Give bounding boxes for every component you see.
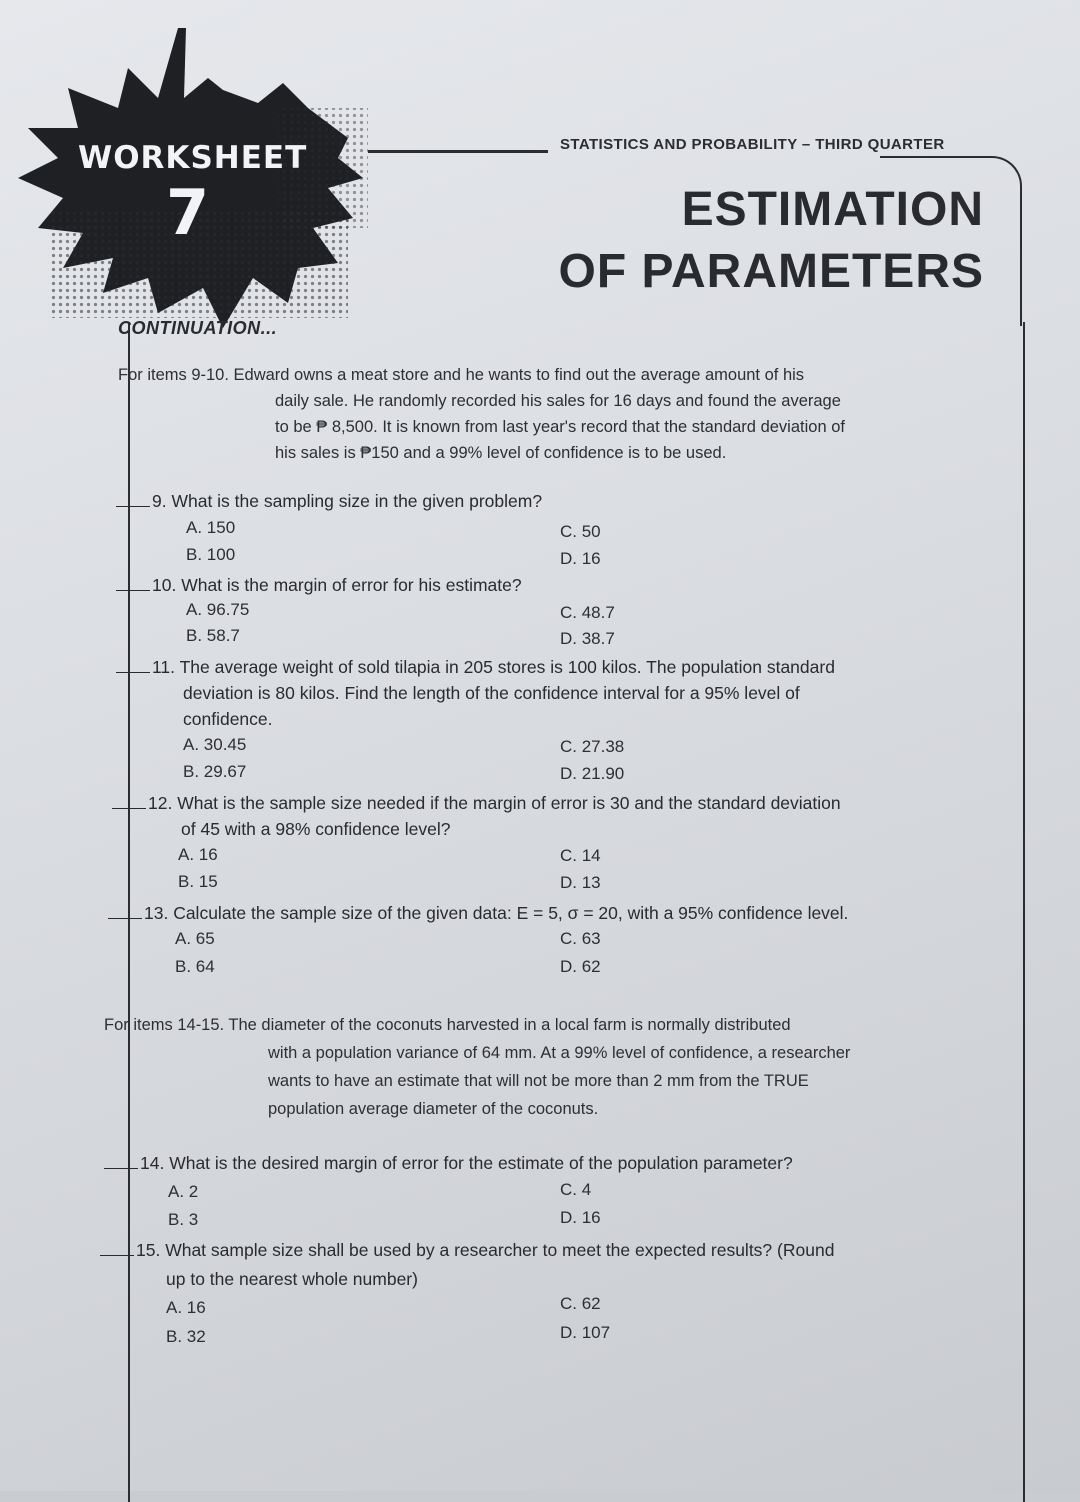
intro-items-14-15	[104, 1012, 791, 1038]
option-a: A. 16	[178, 845, 218, 864]
option-b: B. 64	[175, 957, 215, 976]
option-b: B. 58.7	[186, 626, 240, 645]
option-c: C. 27.38	[560, 737, 625, 756]
option-d: D. 107	[560, 1323, 611, 1342]
question-14: 14. What is the desired margin of error for the estimate of the population parameter?	[104, 1150, 793, 1176]
option-d: D. 21.90	[560, 764, 625, 783]
intro-items-9-10-line: to be ₱ 8,500. It is known from last year's record that the standard deviation of	[275, 418, 845, 436]
answer-blank[interactable]	[100, 1237, 134, 1256]
intro-items-14-15-line: with a population variance of 64 mm. At a 99% level of confidence, a researcher	[268, 1044, 851, 1062]
option-c: C. 62	[560, 1294, 601, 1313]
intro-lead: For items 14-15. The diameter of the coconuts harvested in a local farm is normally distributed	[104, 1016, 791, 1034]
question-12: 12. What is the sample size needed if the margin of error is 30 and the standard deviation	[112, 790, 841, 816]
question-12-line: of 45 with a 98% confidence level?	[181, 819, 451, 839]
option-d: D. 16	[560, 549, 601, 568]
intro-items-9-10	[118, 362, 804, 388]
option-d: D. 62	[560, 957, 601, 976]
option-b: B. 3	[168, 1210, 199, 1229]
question-11-line: confidence.	[183, 709, 273, 729]
option-a: A. 16	[166, 1298, 206, 1317]
option-c: C. 63	[560, 929, 601, 948]
option-a: A. 150	[186, 518, 236, 537]
question-13: 13. Calculate the sample size of the given data: E = 5, σ = 20, with a 95% confidence level.	[108, 900, 848, 926]
option-b: B. 29.67	[183, 762, 247, 781]
answer-blank[interactable]	[104, 1150, 138, 1169]
worksheet-label: WORKSHEET	[78, 140, 308, 176]
option-a: A. 96.75	[186, 600, 250, 619]
option-c: C. 50	[560, 522, 601, 541]
option-a: A. 2	[168, 1182, 199, 1201]
question-10: 10. What is the margin of error for his estimate?	[116, 572, 522, 598]
title-line-2: OF PARAMETERS	[558, 245, 984, 298]
question-11-line: deviation is 80 kilos. Find the length of the confidence interval for a 95% level of	[183, 683, 800, 703]
option-d: D. 38.7	[560, 629, 615, 648]
option-b: B. 100	[186, 545, 236, 564]
option-d: D. 16	[560, 1208, 601, 1227]
intro-items-14-15-line: wants to have an estimate that will not be more than 2 mm from the TRUE	[268, 1072, 809, 1090]
answer-blank[interactable]	[116, 488, 150, 507]
question-11: 11. The average weight of sold tilapia in 205 stores is 100 kilos. The population standard	[116, 654, 835, 680]
answer-blank[interactable]	[116, 654, 150, 673]
intro-items-9-10-line: daily sale. He randomly recorded his sales for 16 days and found the average	[275, 392, 841, 410]
option-d: D. 13	[560, 873, 601, 892]
answer-blank[interactable]	[112, 790, 146, 809]
subject-heading: STATISTICS AND PROBABILITY – THIRD QUARTER	[560, 136, 945, 153]
intro-items-14-15-line: population average diameter of the coconuts.	[268, 1100, 599, 1118]
title-line-1: ESTIMATION	[681, 183, 984, 236]
option-b: B. 15	[178, 872, 218, 891]
option-c: C. 48.7	[560, 603, 615, 622]
option-b: B. 32	[166, 1327, 206, 1346]
intro-lead: For items 9-10. Edward owns a meat store and he wants to find out the average amount of his	[118, 366, 805, 384]
answer-blank[interactable]	[108, 900, 142, 919]
worksheet-number: 7	[166, 176, 210, 249]
option-a: A. 65	[175, 929, 215, 948]
option-a: A. 30.45	[183, 735, 247, 754]
answer-blank[interactable]	[116, 572, 150, 591]
option-c: C. 4	[560, 1180, 592, 1199]
question-15: 15. What sample size shall be used by a researcher to meet the expected results? (Round	[100, 1237, 834, 1263]
intro-items-9-10-line: his sales is ₱150 and a 99% level of confidence is to be used.	[275, 444, 727, 462]
subject-rule	[368, 150, 548, 153]
continuation-label: CONTINUATION...	[118, 318, 278, 338]
question-9: 9. What is the sampling size in the given problem?	[116, 488, 542, 514]
option-c: C. 14	[560, 846, 601, 865]
question-15-line: up to the nearest whole number)	[166, 1269, 418, 1289]
